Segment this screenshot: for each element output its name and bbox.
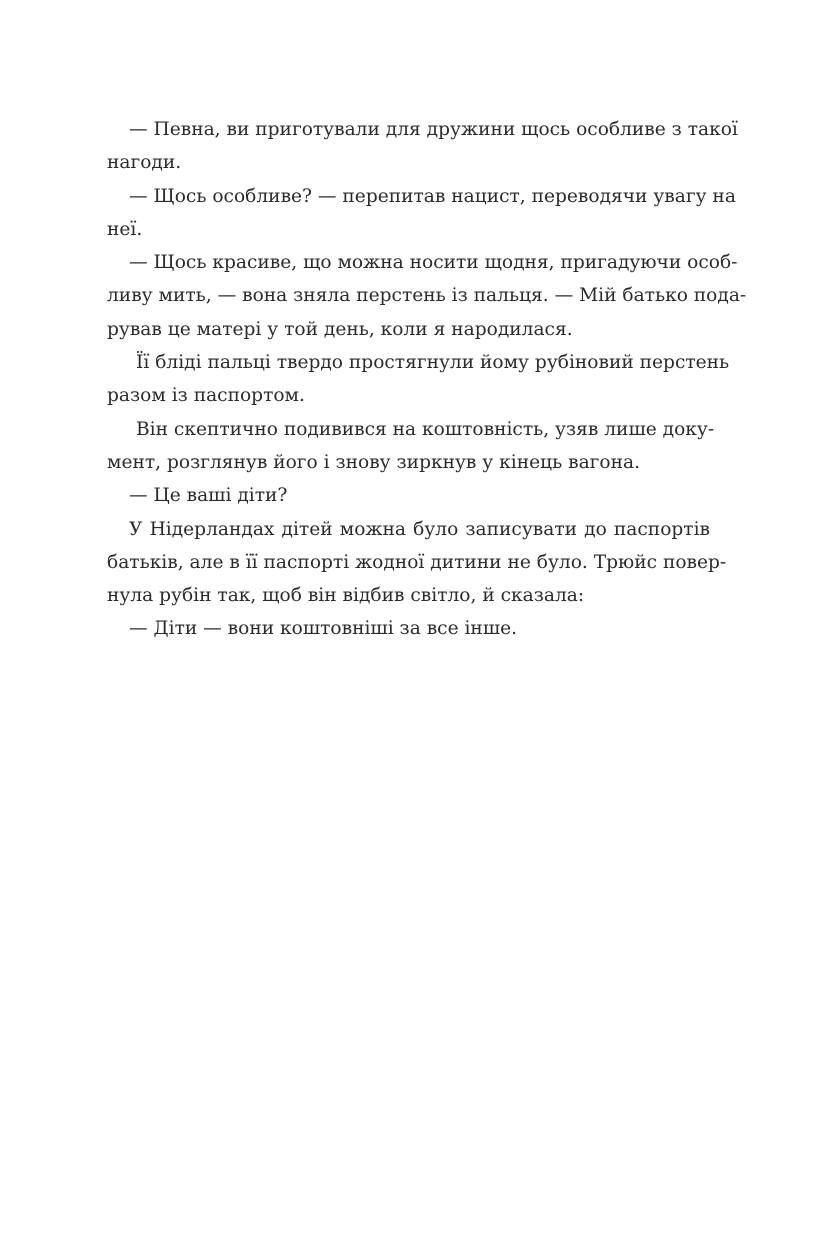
text-line: ливу мить, — вона зняла перстень із пальця. — Мій батько пода-: [107, 285, 747, 307]
text-line: — Діти — вони коштовніші за все інше.: [129, 618, 518, 640]
text-line: — Щось красиве, що можна носити щодня, пригадуючи особ-: [129, 252, 738, 274]
text-line: Він скептично подивився на коштовність, узяв лише доку-: [136, 418, 715, 440]
text-line: Її бліді пальці твердо простягнули йому рубіновий перстень: [136, 352, 730, 374]
text-line: У Нідерландах дітей можна було записувати до паспортів: [129, 518, 710, 540]
text-line: — Щось особливе? — перепитав нацист, переводячи увагу на: [129, 185, 736, 207]
text-line: нагоди.: [107, 152, 182, 174]
text-line: мент, розглянув його і знову зиркнув у кінець вагона.: [107, 451, 640, 473]
text-line: разом із паспортом.: [107, 385, 305, 407]
text-line: — Це ваші діти?: [129, 485, 288, 507]
text-line: нула рубін так, щоб він відбив світло, й сказала:: [107, 585, 585, 607]
text-line: неї.: [107, 218, 143, 240]
text-line: батьків, але в її паспорті жодної дитини не було. Трюйс повер-: [107, 551, 727, 573]
text-line: рував це матері у той день, коли я народилася.: [107, 318, 573, 340]
body-text: [107, 113, 747, 646]
text-line: — Певна, ви приготували для дружини щось особливе з такої: [129, 119, 738, 140]
